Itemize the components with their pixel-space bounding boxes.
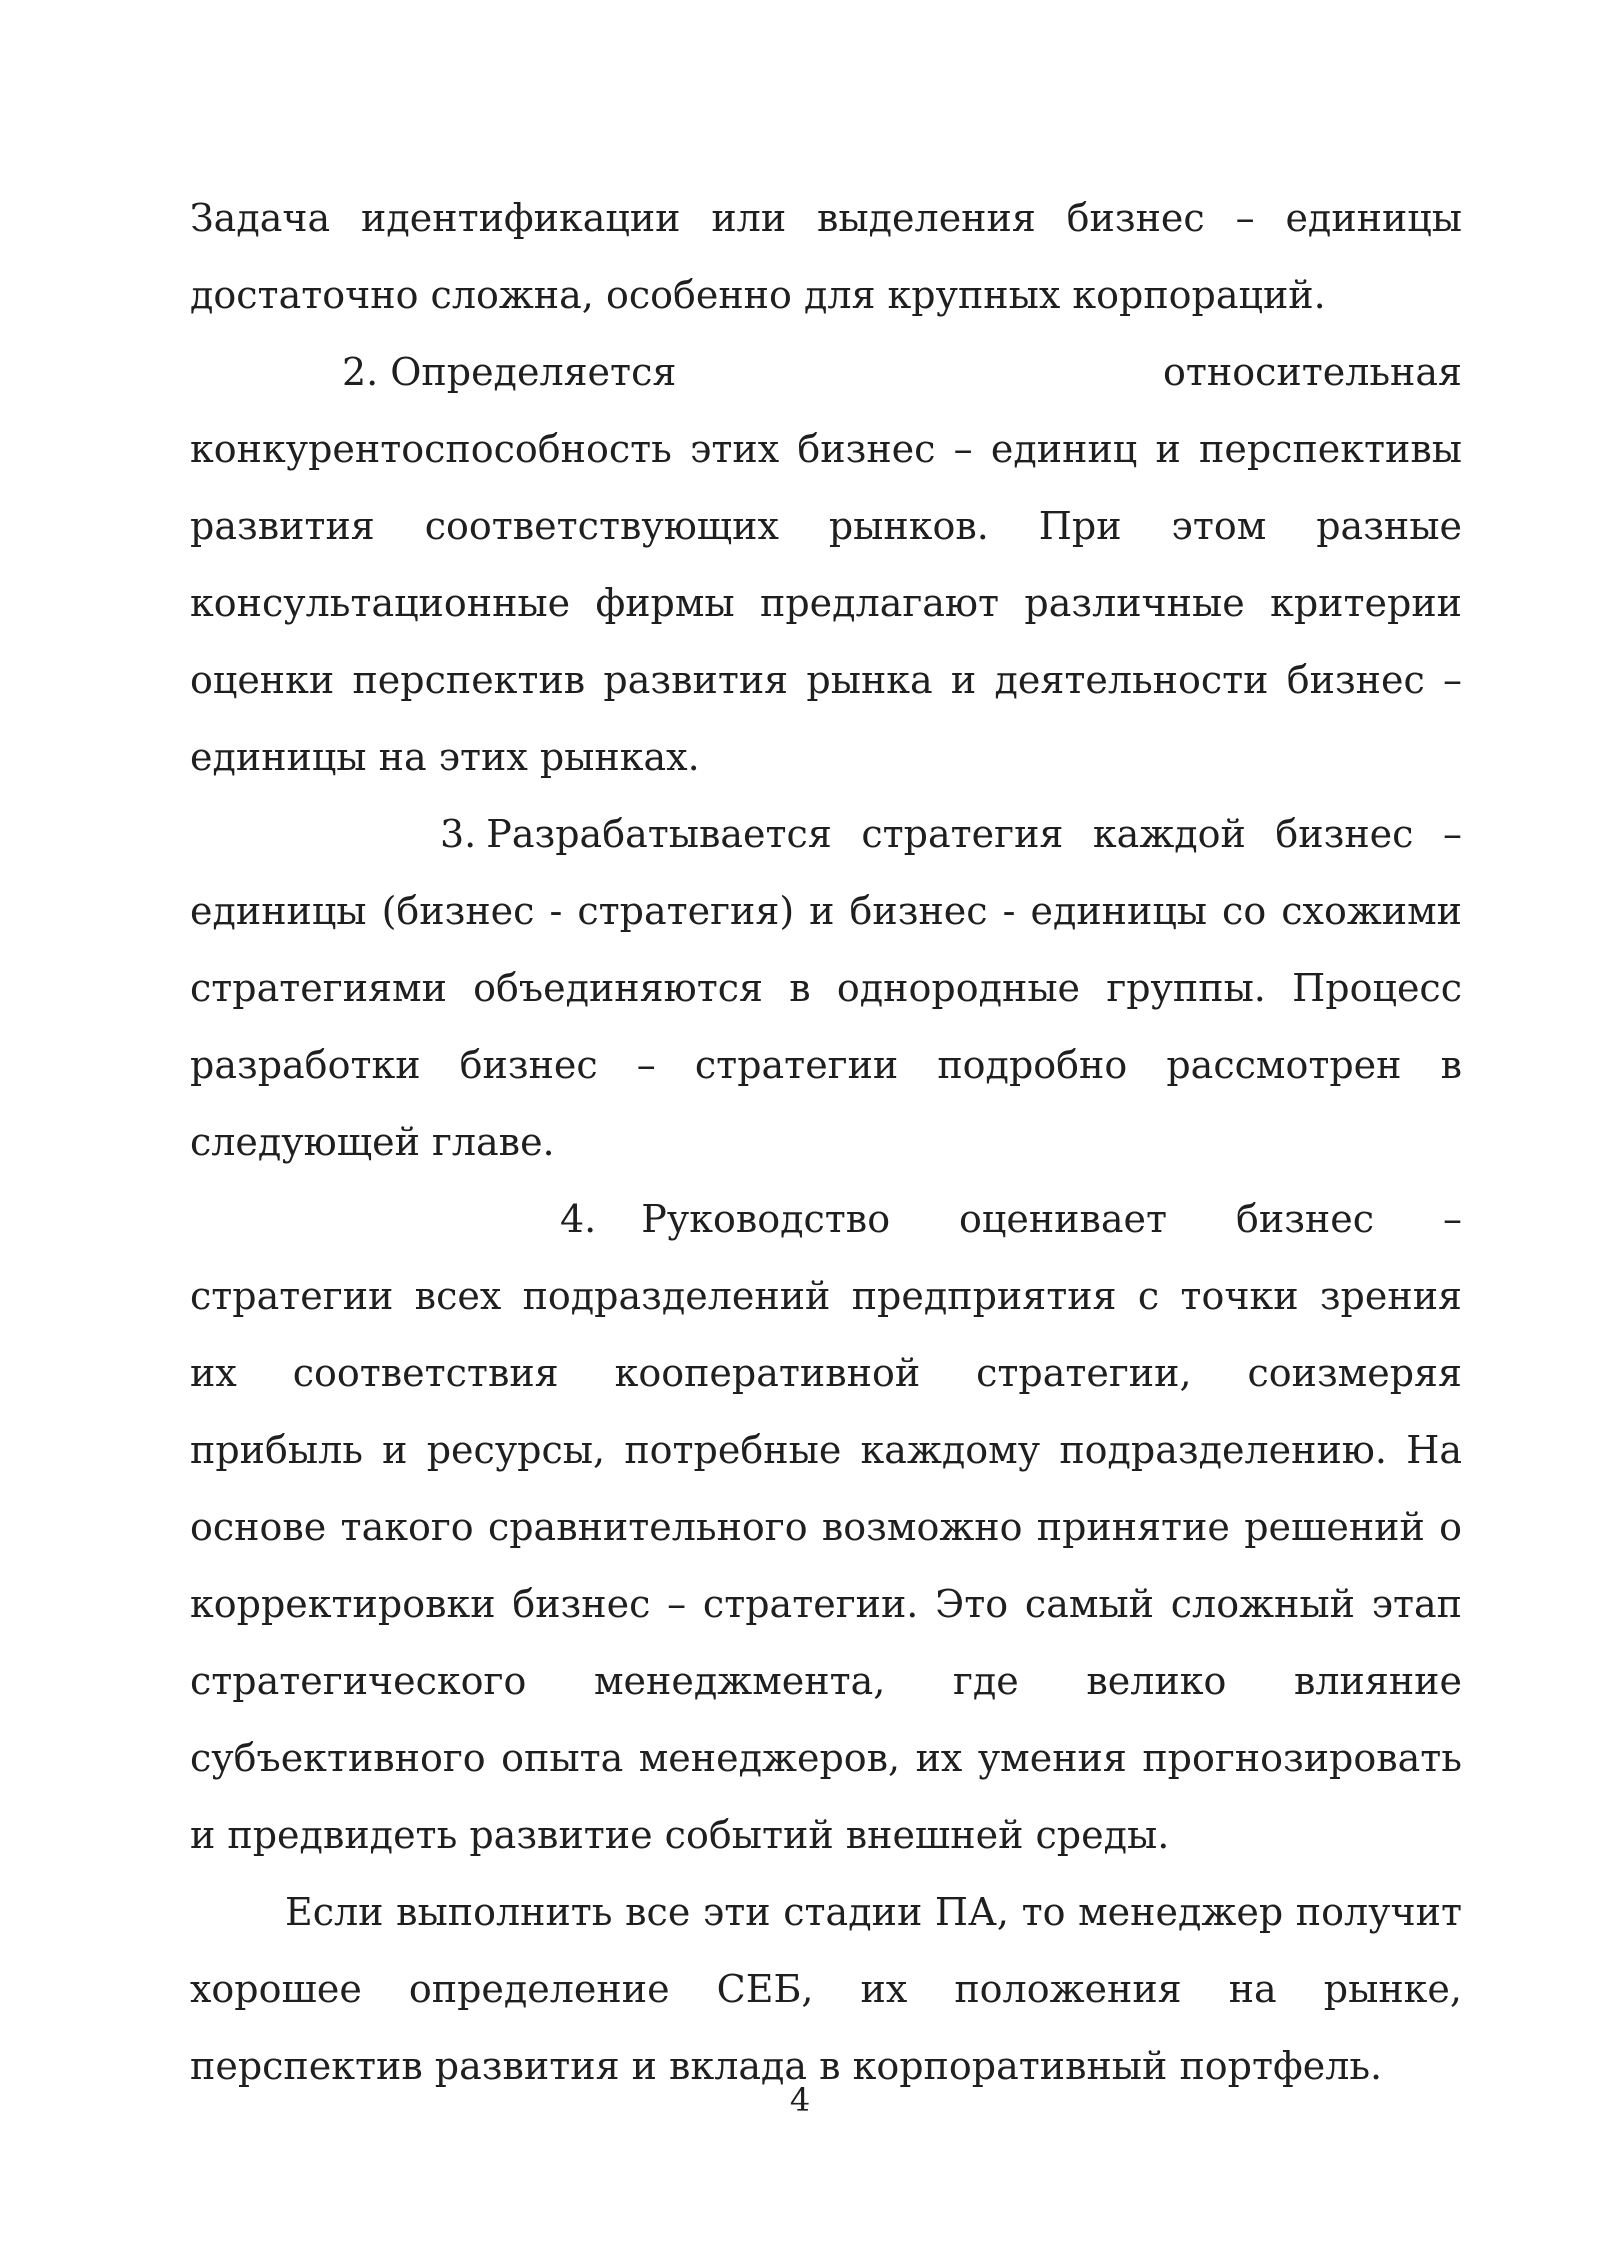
paragraph-5-text: Если выполнить все эти стадии ПА, то менеджер получит хорошее определение СЕБ, их положения на рынке, перспектив развития и вклада в корпоративный портфель.: [190, 1890, 1462, 2088]
paragraph-5: [190, 1874, 1462, 2105]
paragraph-4: [190, 1181, 1462, 1874]
paragraph-1: [190, 180, 1462, 334]
list-number-2: 2.: [342, 350, 379, 394]
page-number: 4: [789, 2081, 811, 2119]
list-number-3: 3.: [440, 812, 477, 856]
paragraph-2: [190, 334, 1462, 796]
paragraph-3-text: Разрабатывается стратегия каждой бизнес – единицы (бизнес - стратегия) и бизнес - единицы со схожими стратегиями объединяются в однородные группы. Процесс разработки бизнес – стратегии подробно рассмотрен в следующей главе.: [190, 812, 1462, 1164]
paragraph-4-text: Руководство оценивает бизнес – стратегии всех подразделений предприятия с точки зрения их соответствия кооперативной стратегии, соизмеряя прибыль и ресурсы, потребные каждому подразделению. На основе такого сравнительного возможно принятие решений о корректировки бизнес – стратегии. Это самый сложный этап стратегического менеджмента, где велико влияние субъективного опыта менеджеров, их умения прогнозировать и предвидеть развитие событий внешней среды.: [190, 1197, 1462, 1857]
paragraph-3: [190, 796, 1462, 1181]
list-number-4: 4.: [560, 1197, 597, 1241]
paragraph-2-text: Определяется относительная конкурентоспособность этих бизнес – единиц и перспективы развития соответствующих рынков. При этом разные консультационные фирмы предлагают различные критерии оценки перспектив развития рынка и деятельности бизнес – единицы на этих рынках.: [190, 350, 1462, 779]
body-text: [190, 180, 1462, 2105]
paragraph-1-text: Задача идентификации или выделения бизнес – единицы достаточно сложна, особенно для крупных корпораций.: [190, 196, 1462, 317]
